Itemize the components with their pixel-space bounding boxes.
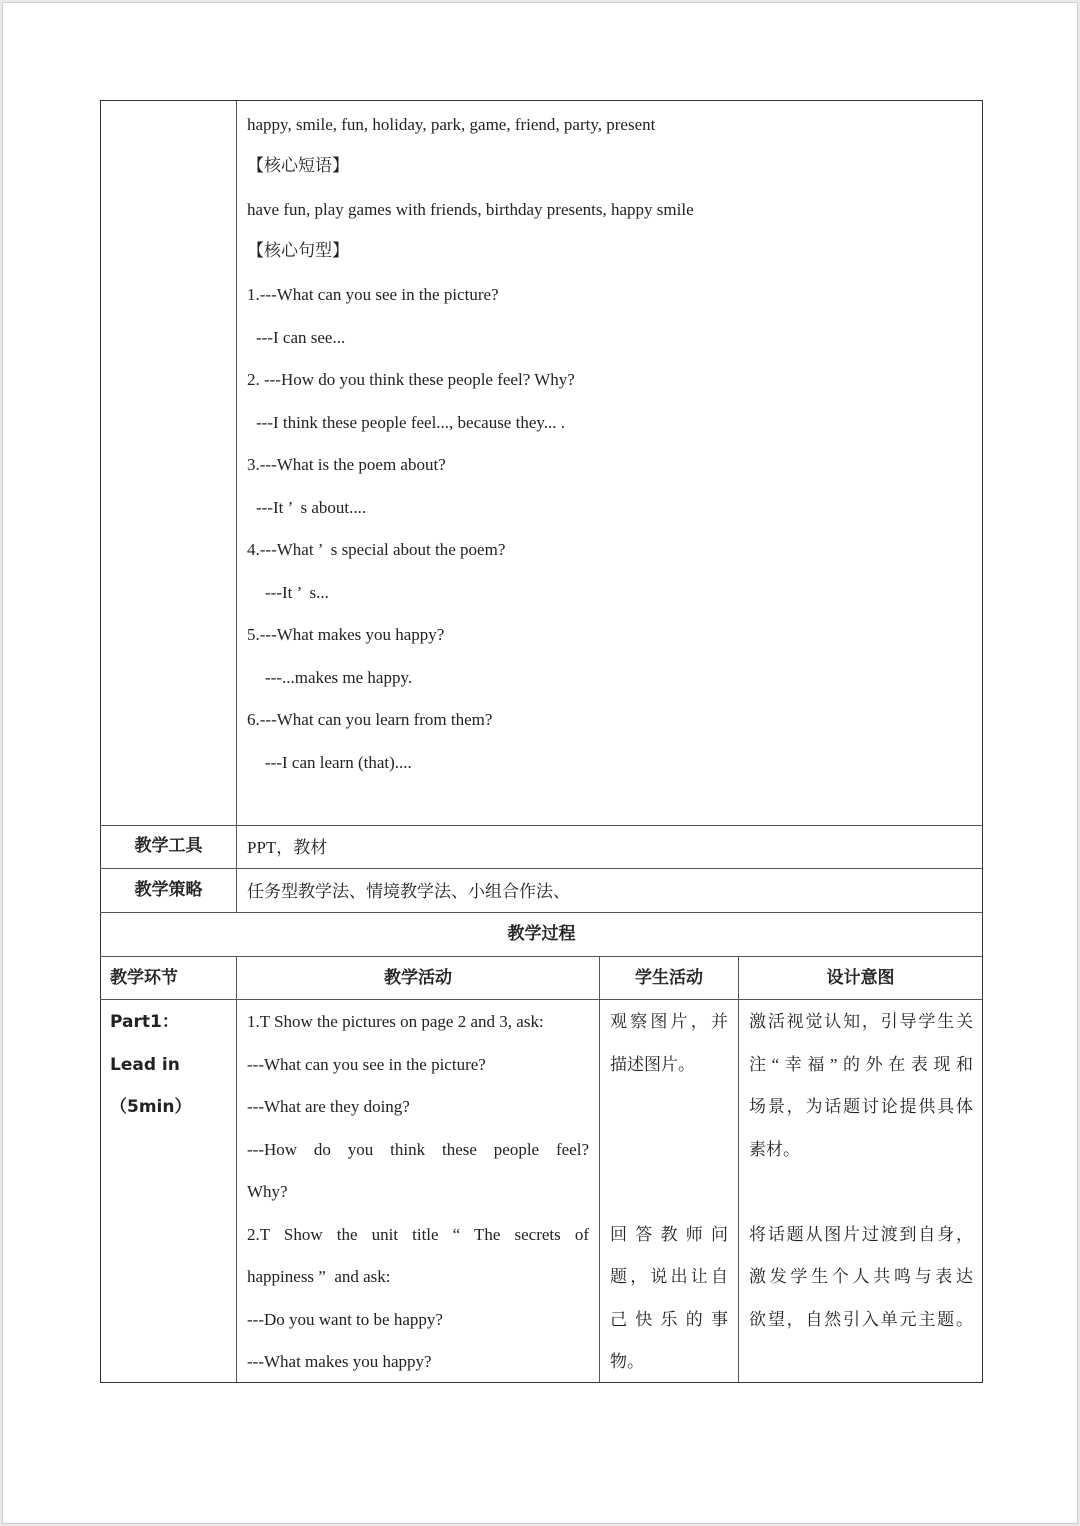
teacher-activity-line: ---What can you see in the picture? [247,1055,486,1074]
design-intent-line: 激发学生个人共鸣与表达 [749,1267,973,1286]
vocab-line: happy, smile, fun, holiday, park, game, friend, party, present [247,115,656,134]
sentence-line: ---It ’ s about.... [256,498,367,517]
student-activity-line: 回答教师问 [610,1225,728,1244]
table-border-left [100,100,101,1382]
strategy-value: 任务型教学法、情境教学法、小组合作法、 [247,882,570,901]
table-divider [599,956,600,1382]
row-divider [100,912,983,913]
row-divider [100,999,983,1000]
header-design-intent: 设计意图 [826,968,895,988]
table-border-right [982,100,983,1382]
design-intent-line: 场景，为话题讨论提供具体 [749,1097,973,1116]
sentence-line: ---I think these people feel..., because they... . [256,413,566,432]
design-intent-line: 将话题从图片过渡到自身， [749,1225,973,1244]
table-divider [236,100,237,912]
stage-part-label: Part1： [110,1012,179,1032]
process-title: 教学过程 [507,924,576,944]
phrases-line: have fun, play games with friends, birthday presents, happy smile [247,200,694,219]
table-border-bottom [100,1382,983,1383]
row-divider [100,825,983,826]
document-page [2,2,1078,1524]
sentence-line: 2. ---How do you think these people feel? Why? [247,370,575,389]
teacher-activity-line: 2.T Show the unit title “ The secrets of [247,1225,589,1244]
tools-label: 教学工具 [134,836,203,856]
student-activity-line: 观察图片，并 [610,1012,728,1031]
heading-core-phrases: 【核心短语】 [247,156,349,175]
teacher-activity-line: happiness ” and ask: [247,1267,391,1286]
teacher-activity-line: Why? [247,1182,288,1201]
teacher-activity-line: 1.T Show the pictures on page 2 and 3, ask: [247,1012,544,1031]
teacher-activity-line: ---What makes you happy? [247,1352,432,1371]
sentence-line: 4.---What ’ s special about the poem? [247,540,506,559]
design-intent-line: 激活视觉认知，引导学生关 [749,1012,973,1031]
header-stage: 教学环节 [110,968,178,988]
tools-value: PPT，教材 [247,838,328,857]
sentence-line: 1.---What can you see in the picture? [247,285,499,304]
sentence-line: 5.---What makes you happy? [247,625,445,644]
student-activity-line: 描述图片。 [610,1055,695,1074]
design-intent-line: 素材。 [749,1140,800,1159]
table-divider [236,956,237,1382]
teacher-activity-line: ---How do you think these people feel? [247,1140,589,1159]
heading-core-sentences: 【核心句型】 [247,241,349,260]
stage-part-name: Lead in [110,1055,180,1075]
student-activity-line: 题，说出让自 [610,1267,728,1286]
sentence-line: 6.---What can you learn from them? [247,710,493,729]
sentence-line: ---I can learn (that).... [265,753,412,772]
header-teacher-activity: 教学活动 [384,968,452,988]
table-border-top [100,100,983,101]
stage-part-time: （5min） [110,1097,192,1117]
strategy-label: 教学策略 [134,880,203,900]
sentence-line: 3.---What is the poem about? [247,455,446,474]
student-activity-line: 己快乐的事 [610,1310,728,1329]
student-activity-line: 物。 [610,1352,644,1371]
sentence-line: ---It ’ s... [265,583,329,602]
design-intent-line: 注“幸福”的外在表现和 [749,1055,973,1074]
teacher-activity-line: ---Do you want to be happy? [247,1310,443,1329]
row-divider [100,956,983,957]
header-student-activity: 学生活动 [635,968,703,988]
teacher-activity-line: ---What are they doing? [247,1097,410,1116]
sentence-line: ---I can see... [256,328,346,347]
row-divider [100,868,983,869]
design-intent-line: 欲望，自然引入单元主题。 [749,1310,973,1329]
table-divider [738,956,739,1382]
sentence-line: ---...makes me happy. [265,668,413,687]
